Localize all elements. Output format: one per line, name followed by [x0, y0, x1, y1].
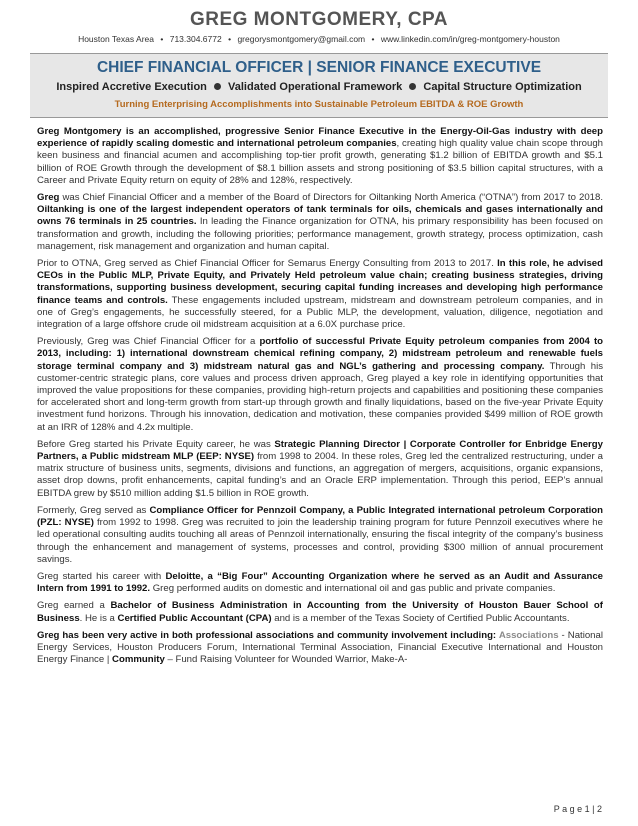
text: . He is a: [79, 612, 118, 624]
summary-paragraph: [37, 600, 603, 624]
resume-name: GREG MONTGOMERY, CPA: [189, 9, 449, 30]
tagline-item: Validated Operational Framework: [228, 81, 403, 93]
tagline-item: Inspired Accretive Execution: [56, 81, 207, 93]
text: was Chief Financial Officer and a member of the Board of Directors for Oiltanking North America (“OTNA”) from 2017 to 2018.: [59, 192, 603, 204]
bullet-separator: •: [228, 34, 232, 44]
text: Previously, Greg was Chief Financial Officer for a: [37, 336, 260, 348]
headline-banner: [30, 53, 608, 118]
headline-tagline: [30, 81, 608, 93]
bullet-separator: •: [160, 34, 164, 44]
summary-paragraph: [37, 258, 603, 331]
bullet-dot-icon: [214, 83, 221, 90]
summary-paragraph: [37, 126, 603, 187]
text: Through his customer-centric strategic plans, core values and process driven approach, Greg played a key role in identifying opportunities that improved the value propositions for these companies, providing high-return projects and capabilities and positioning these companies for accelerated short and long-term growth from start-up through growth and finally liquidations, based on the five-year Private Equity investment fund horizons. Through his innovation, dedication and motivation, these companies provided $499 million of ROE growth at an IRR of 128% and 4.2x multiple.: [37, 360, 604, 433]
summary-paragraph: [37, 336, 603, 434]
text: Greg earned a: [37, 600, 111, 612]
text: Prior to OTNA, Greg served as Chief Financial Officer for Semarus Energy Consulting from 2013 to 2017.: [37, 258, 498, 270]
bullet-dot-icon: [409, 83, 416, 90]
headline-subtitle: Turning Enterprising Accomplishments into Sustainable Petroleum EBITDA & ROE Growth: [114, 99, 524, 110]
text: from 1992 to 1998. Greg was recruited to join the leadership training program for future Pennzoil executives where he led operational consulting audits touching all areas of Pennzoil internationally, ensuring the fiscal integrity of the company’s business through the enhancement and management of systems, processes and control, providing $300 million of annual procurement savings.: [37, 517, 603, 565]
text: These engagements included upstream, midstream and downstream petroleum companies, and in one of Greg’s engagements, he successfully steered, for a Public MLP, the development, valuation, diligence, negotiation and integration of a large offshore crude oil midstream acquisition at a 6.0X purchase price.: [37, 294, 603, 331]
bold-text: Oiltanking is one of the largest independent operators of tank terminals for oils, chemicals and gases internationally and owns 76 terminals in 25 countries.: [37, 204, 603, 228]
bold-text: Certified Public Accountant (CPA): [117, 612, 272, 624]
text: Greg performed audits on domestic and international oil and gas public and private companies.: [150, 583, 556, 595]
headline-title: CHIEF FINANCIAL OFFICER | SENIOR FINANCE EXECUTIVE: [96, 59, 542, 76]
contact-line: [0, 34, 638, 44]
bullet-separator: •: [371, 34, 375, 44]
page-number: P a g e 1 | 2: [553, 804, 602, 814]
summary-paragraph: [37, 505, 603, 566]
bold-text: portfolio of successful Private Equity petroleum companies from 2004 to 2013, including: 1) international downstream chemical refining company, 2) midstream petroleum and renewable fuels storage terminal company and 3) midstream natural gas and NGL’s gathering and processing company.: [37, 336, 603, 372]
summary-paragraph: [37, 192, 603, 253]
text: and is a member of the Texas Society of Certified Public Accountants.: [271, 612, 570, 624]
contact-phone: 713.304.6772: [169, 34, 222, 44]
contact-location: Houston Texas Area: [78, 34, 154, 44]
text: Formerly, Greg served as: [37, 504, 150, 516]
text: Greg started his career with: [37, 570, 166, 582]
bold-text: Deloitte, a “Big Four” Accounting Organization where he served as an Audit and Assurance Intern from 1991 to 1992.: [37, 570, 603, 595]
contact-linkedin[interactable]: www.linkedin.com/in/greg-montgomery-houston: [380, 34, 560, 44]
summary-paragraph: [37, 630, 603, 667]
bold-text: Compliance Officer for Pennzoil Company, a Public Integrated international petroleum Corporation (PZL: NYSE): [37, 504, 603, 529]
text: Before Greg started his Private Equity career, he was: [37, 438, 275, 450]
text: , creating high quality value chain scope through keen business and financial acumen and accomplishing top-tier profit growth, generating $1.2 billion of EBITDA growth and $5.1 billion of ROE Growth through the development of $8.1 billion assets and strong positioning of $3.5 billion capital structures, with a Career and Private Equity return on equity of 28% and 128%, respectively.: [37, 138, 603, 186]
bold-text: Associations: [498, 629, 559, 641]
summary-paragraph: [37, 439, 603, 500]
summary-paragraph: [37, 571, 603, 595]
bold-text: Greg Montgomery is an accomplished, progressive Senior Finance Executive in the Energy-Oil-Gas industry with deep experience of rapidly scaling domestic and international petroleum companies: [37, 126, 603, 150]
bold-text: Strategic Planning Director | Corporate Controller for Enbridge Energy Partners, a Public midstream MLP (EEP: NYSE): [37, 438, 603, 463]
text: - National Energy Services, Houston Producers Forum, International Terminal Association, Financial Executive International and Houston Energy Finance |: [37, 629, 603, 666]
text: – Fund Raising Volunteer for Wounded Warrior, Make-A-: [164, 654, 408, 666]
summary-body: [37, 126, 603, 671]
bold-text: Community: [112, 654, 165, 666]
tagline-item: Capital Structure Optimization: [423, 81, 582, 93]
text: from 1998 to 2004. In these roles, Greg led the centralized restructuring, under a matrix structure of business units, segments, divisions and functions, an aggregation of mergers, acquisitions, organic expansions, asset drop downs, profit enhancements, capital funding’s and an Oracle ERP implementation. Through this period, EEP’s annual EBITDA grew by $510 million adding $1.5 billion in ROE growth.: [37, 451, 603, 499]
bold-text: Greg has been very active in both professional associations and community involvement including:: [37, 629, 499, 641]
bold-text: Bachelor of Business Administration in Accounting from the University of Houston Bauer School of Business: [37, 600, 603, 624]
contact-email[interactable]: gregorysmontgomery@gmail.com: [237, 34, 366, 44]
bold-text: Greg: [37, 192, 60, 204]
bold-text: In this role, he advised CEOs in the Public MLP, Private Equity, and Privately Held petroleum value chain; creating business strategies, driving transformations, supporting business development, securing capital funding increases and developing high performance finance teams and controls.: [37, 258, 603, 306]
text: In leading the Finance organization for OTNA, his primary responsibility has been focused on transformation and growth, including the following priorities; performance management, growth strategy, process optimization, cash management, risk management and organization and human capital.: [37, 216, 604, 252]
